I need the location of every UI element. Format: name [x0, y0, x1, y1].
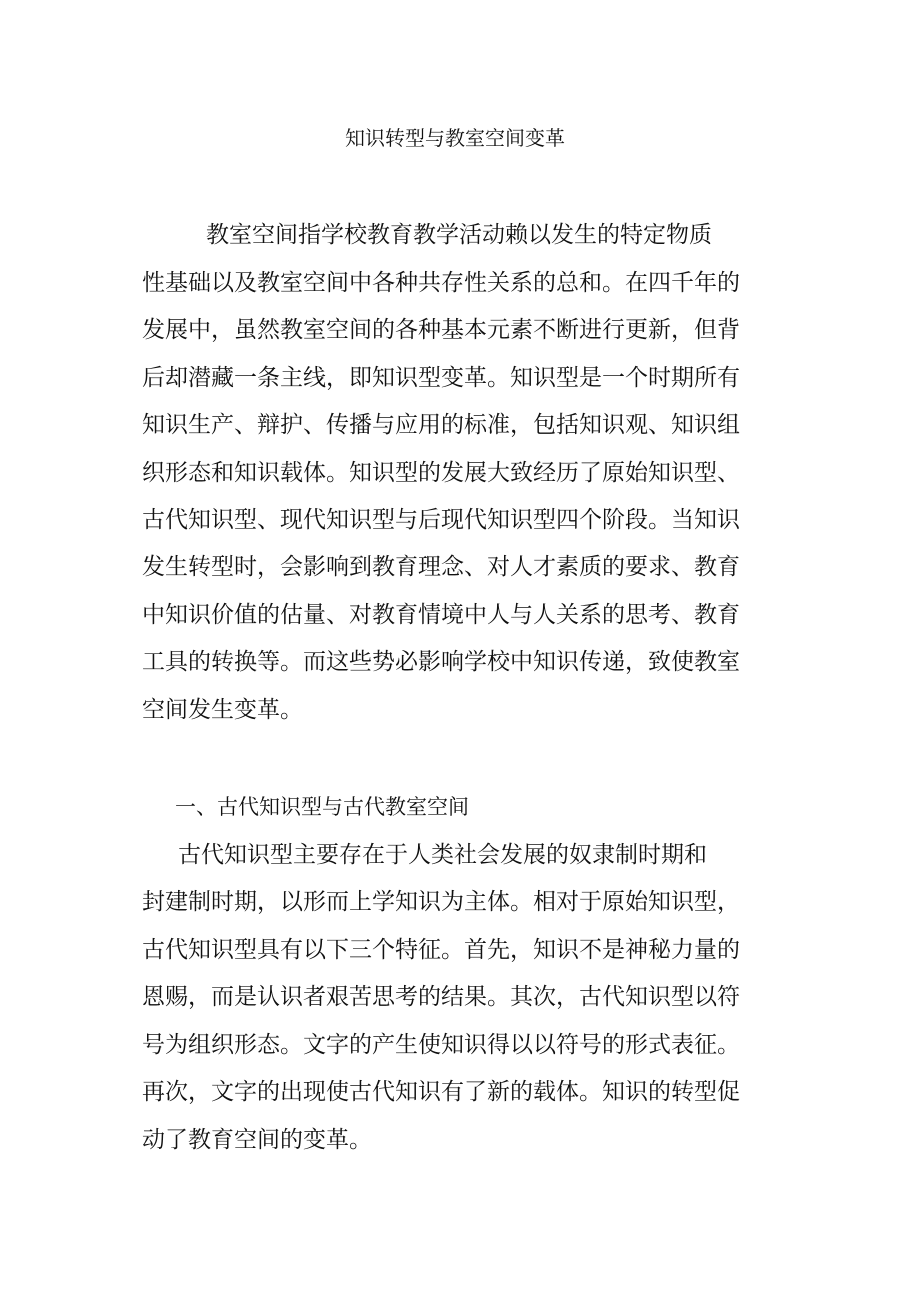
paragraph-line: 中知识价值的估量、对教育情境中人与人关系的思考、教育: [142, 602, 740, 628]
paragraph-line: 知识生产、辩护、传播与应用的标准，包括知识观、知识组: [142, 412, 740, 438]
paragraph-line: 恩赐，而是认识者艰苦思考的结果。其次，古代知识型以符: [142, 984, 740, 1010]
paragraph-line: 发展中，虽然教室空间的各种基本元素不断进行更新，但背: [142, 317, 740, 343]
paragraph-line: 古代知识型、现代知识型与后现代知识型四个阶段。当知识: [142, 507, 740, 533]
paragraph-line: 织形态和知识载体。知识型的发展大致经历了原始知识型、: [142, 460, 740, 486]
paragraph-line: 号为组织形态。文字的产生使知识得以以符号的形式表征。: [142, 1032, 740, 1058]
paragraph-line: 教室空间指学校教育教学活动赖以发生的特定物质: [206, 222, 712, 248]
paragraph-line: 再次，文字的出现使古代知识有了新的载体。知识的转型促: [142, 1079, 740, 1105]
paragraph-line: 发生转型时，会影响到教育理念、对人才素质的要求、教育: [142, 554, 740, 580]
paragraph-line: 后却潜藏一条主线，即知识型变革。知识型是一个时期所有: [142, 365, 740, 391]
paragraph-line: 古代知识型主要存在于人类社会发展的奴隶制时期和: [178, 842, 707, 868]
paragraph-line: 古代知识型具有以下三个特征。首先，知识不是神秘力量的: [142, 937, 740, 963]
paragraph-line: 动了教育空间的变革。: [142, 1127, 372, 1153]
document-title: 知识转型与教室空间变革: [345, 126, 565, 150]
section-heading: 一、古代知识型与古代教室空间: [175, 795, 469, 819]
paragraph-line: 工具的转换等。而这些势必影响学校中知识传递，致使教室: [142, 649, 740, 675]
paragraph-line: 性基础以及教室空间中各种共存性关系的总和。在四千年的: [142, 270, 740, 296]
paragraph-line: 封建制时期，以形而上学知识为主体。相对于原始知识型，: [142, 889, 740, 915]
paragraph-line: 空间发生变革。: [142, 697, 303, 723]
